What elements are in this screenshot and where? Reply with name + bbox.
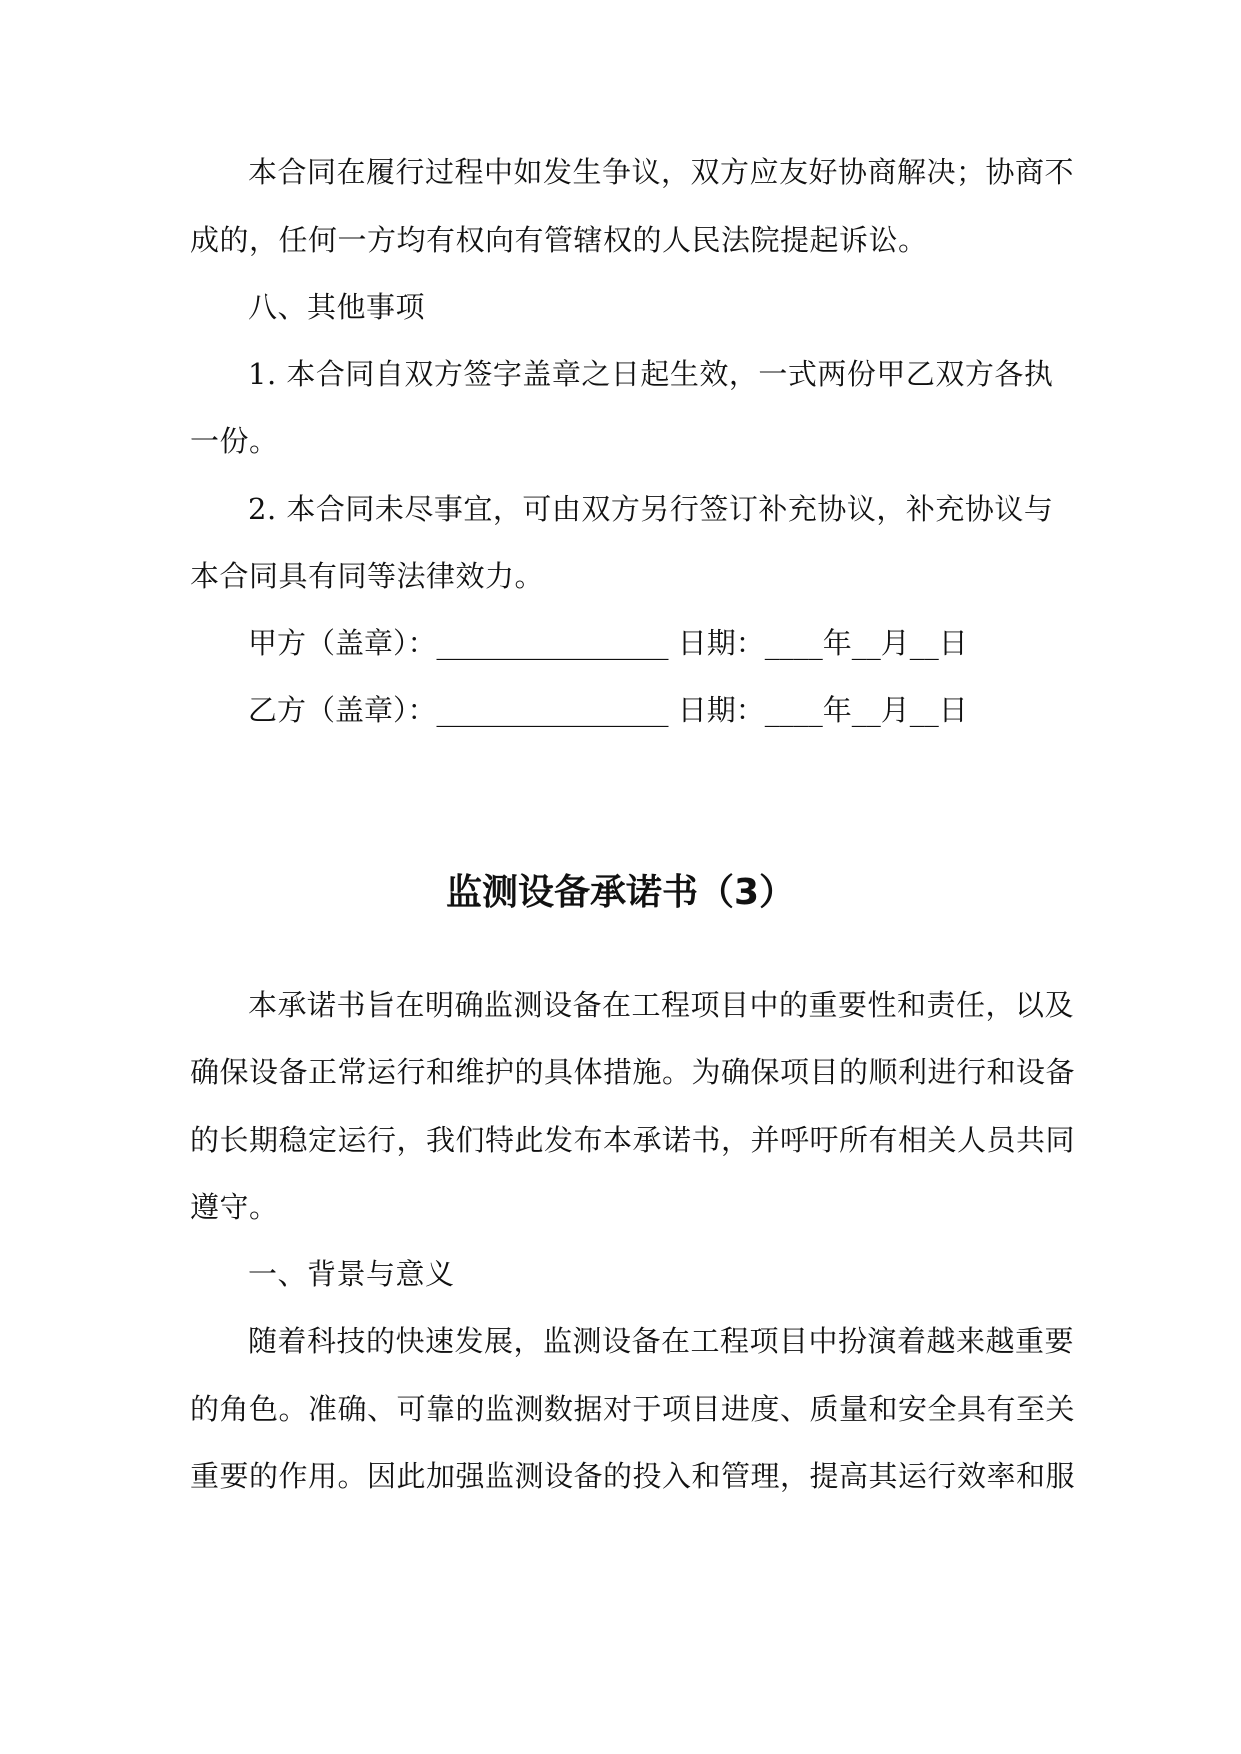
section-1-line-1: 随着科技的快速发展，监测设备在工程项目中扮演着越来越重要: [248, 1324, 1075, 1358]
section-1-heading: 一、背景与意义: [248, 1257, 455, 1291]
item-1-line-2: 一份。: [190, 424, 279, 458]
item-1-line-1: 1. 本合同自双方签字盖章之日起生效，一式两份甲乙双方各执: [248, 357, 1054, 391]
party-a-signature-line: 甲方（盖章）：________________ 日期：____年__月__日: [248, 626, 968, 660]
item-2-line-2: 本合同具有同等法律效力。: [190, 559, 545, 593]
item-2-line-1: 2. 本合同未尽事宜，可由双方另行签订补充协议，补充协议与: [248, 492, 1054, 526]
intro-line-4: 遵守。: [190, 1190, 279, 1224]
party-b-signature-line: 乙方（盖章）：________________ 日期：____年__月__日: [248, 693, 968, 727]
intro-line-2: 确保设备正常运行和维护的具体措施。为确保项目的顺利进行和设备: [190, 1055, 1076, 1089]
section-1-line-2: 的角色。准确、可靠的监测数据对于项目进度、质量和安全具有至关: [190, 1392, 1076, 1426]
section-8-heading: 八、其他事项: [248, 290, 426, 324]
intro-line-1: 本承诺书旨在明确监测设备在工程项目中的重要性和责任，以及: [248, 988, 1075, 1022]
intro-line-3: 的长期稳定运行，我们特此发布本承诺书，并呼吁所有相关人员共同: [190, 1123, 1076, 1157]
document-title: 监测设备承诺书（3）: [445, 872, 796, 913]
section-1-line-3: 重要的作用。因此加强监测设备的投入和管理，提高其运行效率和服: [190, 1459, 1076, 1493]
dispute-clause-line-2: 成的，任何一方均有权向有管辖权的人民法院提起诉讼。: [190, 223, 928, 257]
dispute-clause-line-1: 本合同在履行过程中如发生争议，双方应友好协商解决；协商不: [248, 155, 1075, 189]
